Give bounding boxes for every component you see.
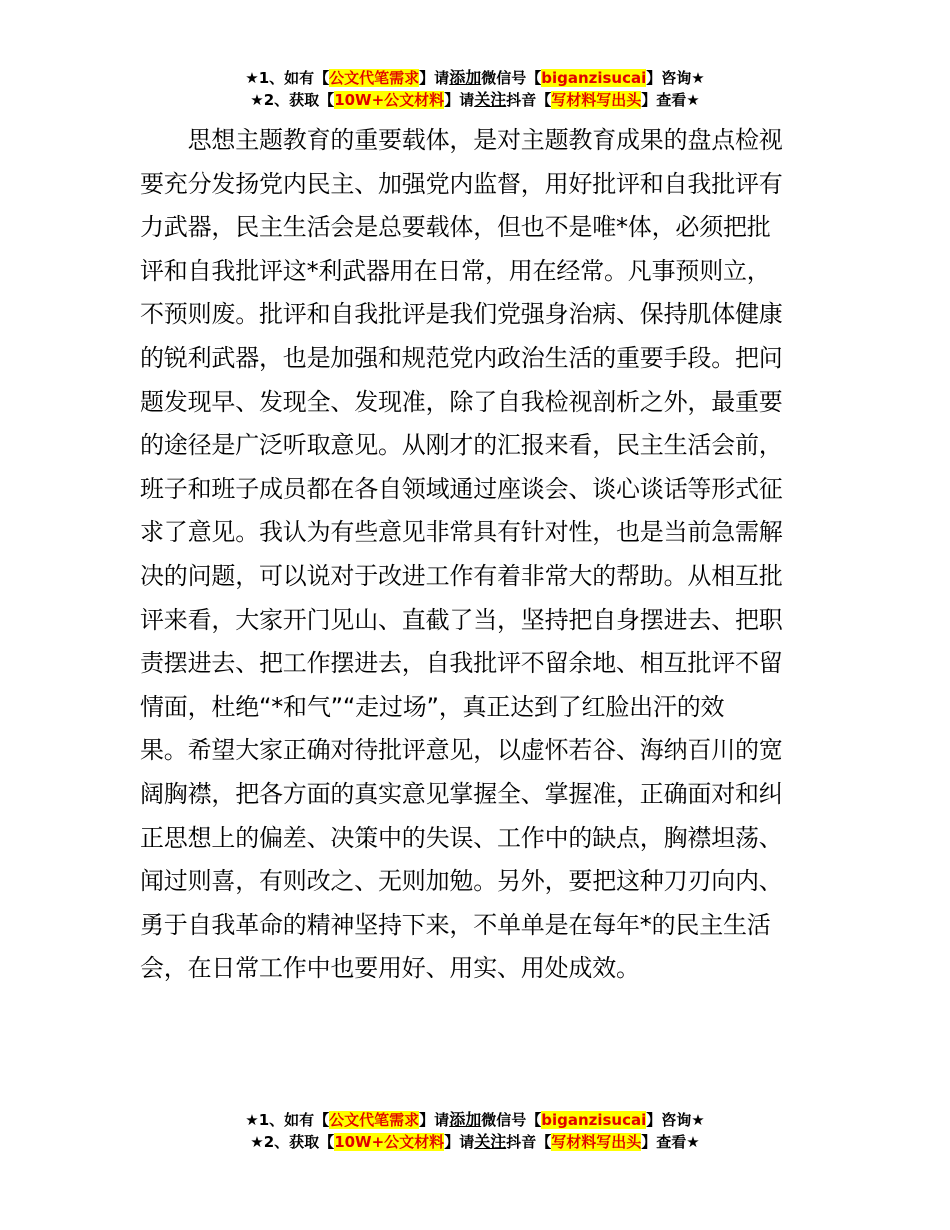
body-line: 的锐利武器，也是加强和规范党内政治生活的重要手段。把问: [140, 343, 783, 372]
promo-text: 】请: [419, 1111, 450, 1129]
body-line: 班子和班子成员都在各自领域通过座谈会、谈心谈话等形式征: [140, 474, 783, 503]
promo-underlined-text: 添加: [449, 68, 482, 87]
promo-prefix: ★2、获取【: [250, 91, 335, 109]
promo-text: 】请: [419, 69, 450, 87]
body-line: 求了意见。我认为有些意见非常具有针对性，也是当前急需解: [140, 518, 783, 547]
promo-text: 抖音【: [506, 1133, 552, 1151]
body-line: 评来看，大家开门见山、直截了当，坚持把自身摆进去、把职: [140, 605, 783, 634]
promo-underlined-text: 关注: [474, 90, 507, 109]
promo-text: 】请: [444, 1133, 475, 1151]
body-line: 思想主题教育的重要载体，是对主题教育成果的盘点检视: [140, 126, 783, 154]
body-line: 不预则废。批评和自我批评是我们党强身治病、保持肌体健康: [140, 300, 783, 329]
body-line: 要充分发扬党内民主、加强党内监督，用好批评和自我批评有: [140, 169, 783, 198]
body-line: 题发现早、发现全、发现准，除了自我检视剖析之外，最重要: [140, 387, 783, 416]
promo-douyin-account: 写材料写出头: [551, 91, 642, 109]
promo-highlight: 10W+公文材料: [334, 1133, 445, 1151]
body-line: 评和自我批评这*利武器用在日常，用在经常。凡事预则立，: [140, 256, 771, 285]
promo-highlight: 公文代笔需求: [329, 1111, 420, 1129]
header-banner: [0, 67, 950, 111]
promo-text: 抖音【: [506, 91, 552, 109]
body-line: 决的问题，可以说对于改进工作有着非常大的帮助。从相互批: [140, 561, 783, 590]
document-body: [140, 119, 812, 991]
promo-wechat-id: biganzisucai: [541, 69, 647, 87]
body-line: 责摆进去、把工作摆进去，自我批评不留余地、相互批评不留: [140, 649, 783, 678]
promo-highlight: 10W+公文材料: [334, 91, 445, 109]
promo-suffix: 】咨询★: [646, 1111, 705, 1129]
body-line: 会，在日常工作中也要用好、用实、用处成效。: [140, 954, 640, 983]
promo-text: 微信号【: [481, 69, 542, 87]
header-promo-line-1: [0, 67, 950, 89]
promo-suffix: 】查看★: [641, 1133, 700, 1151]
footer-promo-line-2: [0, 1131, 950, 1153]
promo-wechat-id: biganzisucai: [541, 1111, 647, 1129]
promo-suffix: 】查看★: [641, 91, 700, 109]
body-line: 的途径是广泛听取意见。从刚才的汇报来看，民主生活会前，: [140, 431, 783, 460]
footer-promo-line-1: [0, 1109, 950, 1131]
promo-highlight: 公文代笔需求: [329, 69, 420, 87]
body-line: 正思想上的偏差、决策中的失误、工作中的缺点，胸襟坦荡、: [140, 823, 783, 852]
promo-underlined-text: 关注: [474, 1132, 507, 1151]
body-line: 果。希望大家正确对待批评意见，以虚怀若谷、海纳百川的宽: [140, 736, 783, 765]
header-promo-line-2: [0, 89, 950, 111]
promo-suffix: 】咨询★: [646, 69, 705, 87]
body-line: 力武器，民主生活会是总要载体，但也不是唯*体，必须把批: [140, 213, 771, 242]
promo-douyin-account: 写材料写出头: [551, 1133, 642, 1151]
promo-prefix: ★2、获取【: [250, 1133, 335, 1151]
promo-prefix: ★1、如有【: [245, 1111, 330, 1129]
promo-underlined-text: 添加: [449, 1110, 482, 1129]
promo-prefix: ★1、如有【: [245, 69, 330, 87]
promo-text: 】请: [444, 91, 475, 109]
body-line: 勇于自我革命的精神坚持下来，不单单是在每年*的民主生活: [140, 910, 771, 939]
body-line: 闻过则喜，有则改之、无则加勉。另外，要把这种刀刃向内、: [140, 867, 783, 896]
promo-text: 微信号【: [481, 1111, 542, 1129]
footer-banner: [0, 1109, 950, 1153]
body-line: 情面，杜绝“*和气”“走过场”，真正达到了红脸出汗的效: [140, 692, 725, 721]
body-line: 阔胸襟，把各方面的真实意见掌握全、掌握准，正确面对和纠: [140, 779, 783, 808]
